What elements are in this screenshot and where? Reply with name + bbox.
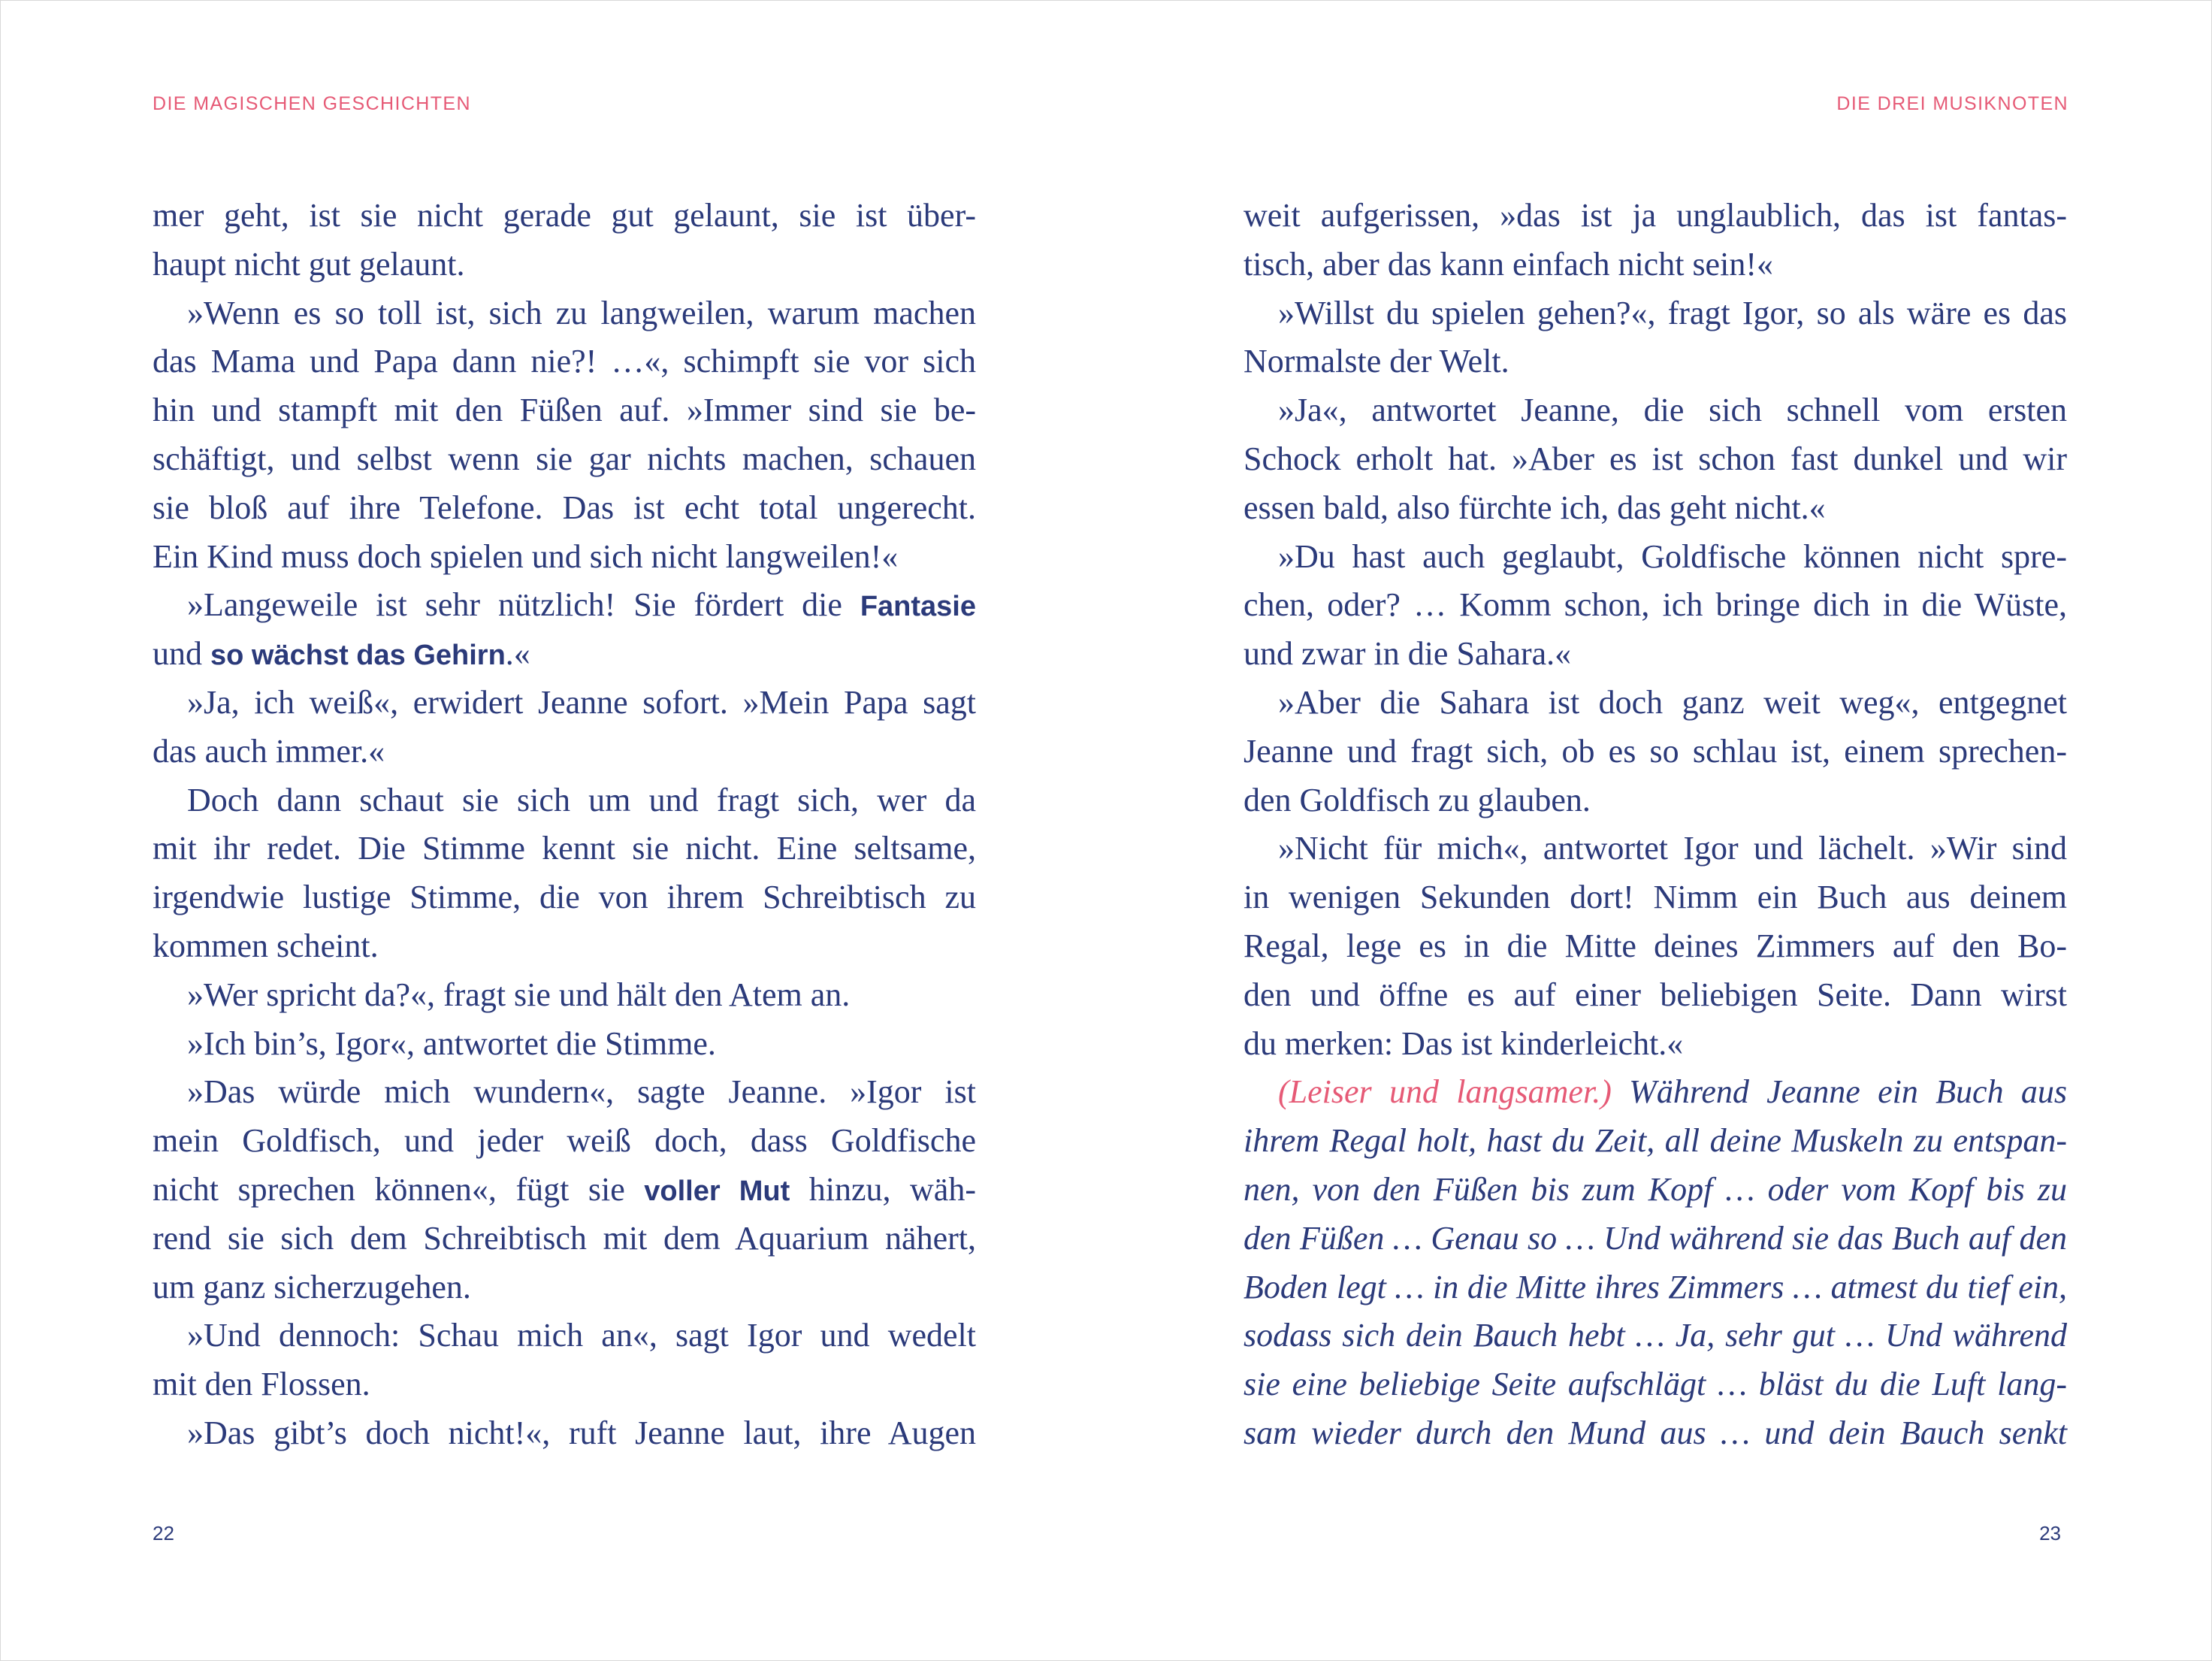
text-segment: haupt nicht gut gelaunt. xyxy=(153,245,465,283)
text-segment: kommen scheint. xyxy=(153,927,379,964)
text-segment: sam wieder durch den Mund aus … und dein Bauch senkt xyxy=(1243,1414,2067,1451)
text-segment: Jeanne und fragt sich, ob es so schlau ist, einem sprechen- xyxy=(1243,732,2067,770)
text-segment: »Und dennoch: Schau mich an«, sagt Igor und wedelt xyxy=(187,1317,976,1354)
text-segment: ihrem Regal holt, hast du Zeit, all deine Muskeln zu entspan- xyxy=(1243,1122,2067,1160)
text-line xyxy=(153,971,976,1020)
text-line xyxy=(1243,1360,2067,1409)
text-segment: den und öffne es auf einer beliebigen Seite. Dann wirst xyxy=(1243,976,2067,1013)
text-segment: mer geht, ist sie nicht gerade gut gelaunt, sie ist über- xyxy=(153,197,976,234)
text-segment: sie bloß auf ihre Telefone. Das ist echt total ungerecht. xyxy=(153,489,976,526)
text-segment: tisch, aber das kann einfach nicht sein!« xyxy=(1243,245,1773,283)
text-line xyxy=(1243,630,2067,679)
body-text xyxy=(153,192,976,1458)
text-segment: Boden legt … in die Mitte ihres Zimmers … atmest du tief ein, xyxy=(1243,1268,2067,1306)
text-line xyxy=(153,1117,976,1166)
text-line xyxy=(153,1360,976,1409)
page-number: 23 xyxy=(2039,1522,2061,1545)
text-line xyxy=(1243,581,2067,630)
text-segment: »Wenn es so toll ist, sich zu langweilen, warum machen xyxy=(187,294,976,331)
text-segment: nen, von den Füßen bis zum Kopf … oder vom Kopf bis zu xyxy=(1243,1170,2067,1208)
text-line xyxy=(153,289,976,338)
text-line xyxy=(1243,1117,2067,1166)
text-segment: »Langeweile ist sehr nützlich! Sie fördert die xyxy=(187,586,860,624)
text-segment: schäftigt, und selbst wenn sie gar nichts machen, schauen xyxy=(153,440,976,477)
text-line xyxy=(1243,435,2067,484)
text-line xyxy=(153,241,976,289)
text-segment: irgendwie lustige Stimme, die von ihrem Schreibtisch zu xyxy=(153,879,976,916)
page-number: 22 xyxy=(153,1522,174,1545)
text-line xyxy=(153,824,976,873)
text-segment: hin und stampft mit den Füßen auf. »Immer sind sie be- xyxy=(153,392,976,429)
running-head: DIE DREI MUSIKNOTEN xyxy=(1836,93,2068,114)
text-line xyxy=(1243,533,2067,582)
text-segment: und zwar in die Sahara.« xyxy=(1243,635,1572,673)
text-line xyxy=(1243,728,2067,776)
text-segment: hinzu, wäh- xyxy=(790,1170,976,1208)
text-line xyxy=(153,1312,976,1360)
text-segment: »Das würde mich wundern«, sagte Jeanne. »Igor ist xyxy=(187,1073,976,1111)
text-segment: »Willst du spielen gehen?«, fragt Igor, so als wäre es das xyxy=(1278,294,2067,331)
text-segment: nicht sprechen können«, fügt sie xyxy=(153,1170,645,1208)
text-line xyxy=(153,873,976,922)
text-line xyxy=(153,1409,976,1458)
text-segment: Ein Kind muss doch spielen und sich nicht langweilen!« xyxy=(153,537,899,575)
text-line xyxy=(1243,241,2067,289)
text-line xyxy=(1243,1166,2067,1215)
text-line xyxy=(153,1166,976,1215)
text-line xyxy=(1243,1068,2067,1117)
text-segment: »Ich bin’s, Igor«, antwortet die Stimme. xyxy=(187,1024,716,1062)
text-segment: »Aber die Sahara ist doch ganz weit weg«, entgegnet xyxy=(1278,683,2067,721)
text-line xyxy=(153,192,976,241)
text-segment: sie eine beliebige Seite aufschlägt … bläst du die Luft lang- xyxy=(1243,1366,2067,1403)
text-line xyxy=(153,679,976,728)
text-segment: »Ja, ich weiß«, erwidert Jeanne sofort. »Mein Papa sagt xyxy=(187,683,976,721)
text-line xyxy=(1243,1312,2067,1360)
emphasis-text: Fantasie xyxy=(860,591,976,623)
text-line xyxy=(153,386,976,435)
text-line xyxy=(153,533,976,582)
text-line xyxy=(153,484,976,533)
text-line xyxy=(153,776,976,825)
text-line xyxy=(153,922,976,971)
right-page xyxy=(1107,1,2212,1660)
text-line xyxy=(153,630,976,679)
text-line xyxy=(1243,1409,2067,1458)
text-segment: mit ihr redet. Die Stimme kennt sie nicht. Eine seltsame, xyxy=(153,830,976,867)
text-line xyxy=(153,581,976,630)
text-line xyxy=(153,1263,976,1312)
text-line xyxy=(153,435,976,484)
text-segment: Doch dann schaut sie sich um und fragt sich, wer da xyxy=(187,781,976,818)
text-line xyxy=(153,1020,976,1069)
text-line xyxy=(1243,386,2067,435)
text-line xyxy=(1243,922,2067,971)
text-line xyxy=(1243,1020,2067,1069)
text-line xyxy=(1243,289,2067,338)
text-line xyxy=(153,1215,976,1263)
text-segment: sodass sich dein Bauch hebt … Ja, sehr gut … Und während xyxy=(1243,1317,2067,1354)
text-segment: .« xyxy=(505,635,530,673)
text-segment: Normalste der Welt. xyxy=(1243,343,1509,380)
text-line xyxy=(1243,971,2067,1020)
text-segment: rend sie sich dem Schreibtisch mit dem Aquarium nähert, xyxy=(153,1219,976,1257)
text-segment: Regal, lege es in die Mitte deines Zimmers auf den Bo- xyxy=(1243,927,2067,964)
text-segment: den Goldfisch zu glauben. xyxy=(1243,781,1591,818)
text-line xyxy=(1243,192,2067,241)
text-segment: »Du hast auch geglaubt, Goldfische können nicht spre- xyxy=(1278,537,2067,575)
text-line xyxy=(1243,1263,2067,1312)
text-segment: das auch immer.« xyxy=(153,732,385,770)
left-page xyxy=(1,1,1107,1660)
text-segment: das Mama und Papa dann nie?! …«, schimpft sie vor sich xyxy=(153,343,976,380)
text-segment: du merken: Das ist kinderleicht.« xyxy=(1243,1024,1684,1062)
text-line xyxy=(153,337,976,386)
text-line xyxy=(1243,679,2067,728)
text-segment: »Das gibt’s doch nicht!«, ruft Jeanne laut, ihre Augen xyxy=(187,1414,976,1451)
text-segment: »Wer spricht da?«, fragt sie und hält den Atem an. xyxy=(187,976,851,1013)
text-segment: »Ja«, antwortet Jeanne, die sich schnell vom ersten xyxy=(1278,392,2067,429)
emphasis-text: so wächst das Gehirn xyxy=(210,640,506,672)
text-line xyxy=(153,1068,976,1117)
text-line xyxy=(1243,337,2067,386)
text-segment: weit aufgerissen, »das ist ja unglaublich, das ist fantas- xyxy=(1243,197,2067,234)
text-segment: um ganz sicherzugehen. xyxy=(153,1268,471,1306)
text-segment: essen bald, also fürchte ich, das geht nicht.« xyxy=(1243,489,1826,526)
text-line xyxy=(1243,484,2067,533)
running-head: DIE MAGISCHEN GESCHICHTEN xyxy=(153,93,471,114)
text-line xyxy=(1243,1215,2067,1263)
stage-direction: (Leiser und langsamer.) xyxy=(1278,1073,1612,1111)
text-segment: und xyxy=(153,635,210,673)
text-segment: mein Goldfisch, und jeder weiß doch, dass Goldfische xyxy=(153,1122,976,1160)
text-segment: chen, oder? … Komm schon, ich bringe dich in die Wüste, xyxy=(1243,586,2067,624)
text-segment: »Nicht für mich«, antwortet Igor und lächelt. »Wir sind xyxy=(1278,830,2067,867)
text-segment: mit den Flossen. xyxy=(153,1366,370,1403)
body-text xyxy=(1243,192,2067,1458)
emphasis-text: voller Mut xyxy=(644,1175,790,1207)
text-segment: Während Jeanne ein Buch aus xyxy=(1611,1073,2068,1111)
text-line xyxy=(1243,873,2067,922)
text-line xyxy=(1243,776,2067,825)
text-segment: in wenigen Sekunden dort! Nimm ein Buch aus deinem xyxy=(1243,879,2067,916)
text-line xyxy=(153,728,976,776)
text-line xyxy=(1243,824,2067,873)
text-segment: Schock erholt hat. »Aber es ist schon fast dunkel und wir xyxy=(1243,440,2067,477)
text-segment: den Füßen … Genau so … Und während sie das Buch auf den xyxy=(1243,1219,2067,1257)
